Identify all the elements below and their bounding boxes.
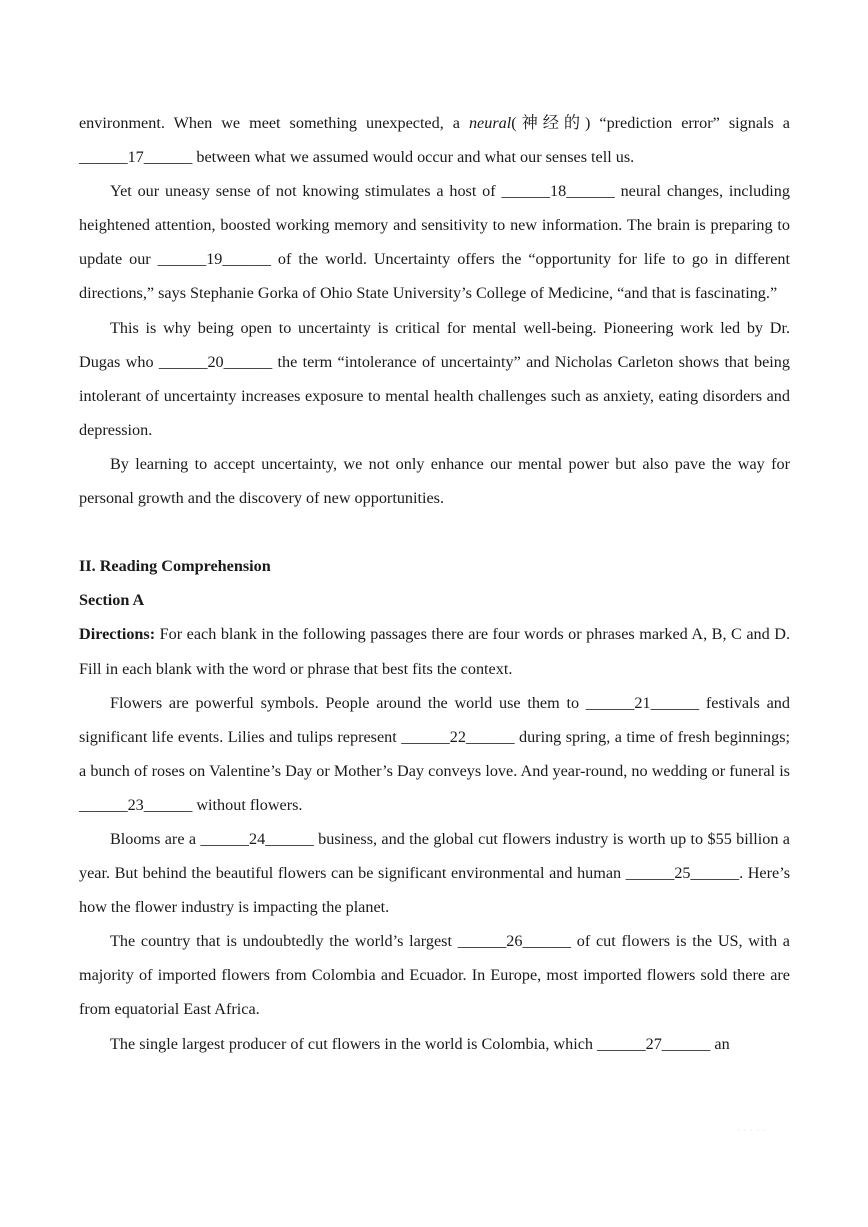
text-run: neural changes, including heightened attention, boosted working memory and sensitivity to new information. The brain is preparing to update our bbox=[79, 182, 790, 269]
paragraph bbox=[79, 686, 790, 822]
text-run: of cut flowers is the US, with a majority of imported flowers from Colombia and Ecuador. In Europe, most imported flowers sold there are from equatorial East Africa. bbox=[79, 932, 790, 1019]
answer-blank: ______25______ bbox=[625, 864, 740, 883]
paragraph bbox=[79, 822, 790, 924]
answer-blank: ______21______ bbox=[585, 693, 700, 712]
passage-bottom bbox=[79, 686, 790, 1061]
document-page bbox=[79, 106, 790, 1061]
text-run: environment. When we meet something unexpected, a bbox=[79, 114, 469, 132]
directions-label: Directions: bbox=[79, 625, 156, 644]
text-run: festivals and significant life events. Lilies and tulips represent bbox=[79, 693, 790, 746]
answer-blank: ______23______ bbox=[79, 795, 193, 814]
text-run: the term “intolerance of uncertainty” and Nicholas Carleton shows that being intolerant of uncertainty increases exposure to mental health challenges such as anxiety, eating disorders and depression. bbox=[79, 352, 790, 439]
text-run: By learning to accept uncertainty, we not only enhance our mental power but also pave the way for personal growth and the discovery of new opportunities. bbox=[79, 454, 790, 508]
text-run: an bbox=[710, 1034, 730, 1053]
text-run: between what we assumed would occur and what our senses tell us. bbox=[192, 148, 635, 167]
paragraph bbox=[79, 447, 790, 515]
text-run: This is why being open to uncertainty is critical for mental well-being. Pioneering work led by Dr. Dugas who bbox=[79, 318, 790, 371]
directions-text: For each blank in the following passages there are four words or phrases marked A, B, C and D. Fill in each blank with the word or phrase that best fits the context. bbox=[79, 625, 790, 678]
answer-blank: ______24______ bbox=[200, 829, 314, 848]
paragraph bbox=[79, 1027, 790, 1061]
section-gap bbox=[79, 515, 790, 549]
text-run: without flowers. bbox=[192, 795, 303, 814]
paragraph bbox=[79, 311, 790, 447]
answer-blank: ______26______ bbox=[457, 932, 572, 951]
text-run: during spring, a time of fresh beginnings; a bunch of roses on Valentine’s Day or Mother’s Day conveys love. And year-round, no wedding or funeral is bbox=[79, 727, 790, 780]
watermark: · · · · · bbox=[737, 1126, 766, 1137]
text-run: . Here’s how the flower industry is impacting the planet. bbox=[79, 864, 790, 917]
text-run: business, and the global cut flowers industry is worth up to $55 billion a year. But behind the beautiful flowers can be significant environmental and human bbox=[79, 829, 790, 883]
passage-top bbox=[79, 106, 790, 515]
section-heading: II. Reading Comprehension bbox=[79, 557, 271, 576]
text-run: Flowers are powerful symbols. People around the world use them to bbox=[110, 693, 586, 712]
text-run: Yet our uneasy sense of not knowing stimulates a host of bbox=[110, 182, 502, 201]
answer-blank: ______27______ bbox=[597, 1034, 711, 1053]
paragraph bbox=[79, 924, 790, 1026]
text-run: The single largest producer of cut flowers in the world is Colombia, which bbox=[110, 1034, 598, 1053]
paragraph bbox=[79, 174, 790, 310]
text-run: Blooms are a bbox=[110, 829, 201, 848]
text-run: The country that is undoubtedly the world’s largest bbox=[110, 932, 458, 951]
answer-blank: ______18______ bbox=[501, 182, 615, 201]
directions bbox=[79, 617, 790, 685]
text-run: (神经的) “prediction error” signals a bbox=[511, 114, 790, 132]
answer-blank: ______22______ bbox=[401, 727, 515, 746]
answer-blank: ______20______ bbox=[158, 352, 273, 371]
subsection-heading: Section A bbox=[79, 591, 145, 610]
answer-blank: ______17______ bbox=[79, 148, 193, 167]
answer-blank: ______19______ bbox=[157, 250, 271, 269]
paragraph bbox=[79, 106, 790, 174]
text-run: of the world. Uncertainty offers the “opportunity for life to go in different directions,” says Stephanie Gorka of Ohio State University’s College of Medicine, “and that is fascinating.” bbox=[79, 250, 791, 303]
italic-text: neural bbox=[468, 114, 512, 132]
